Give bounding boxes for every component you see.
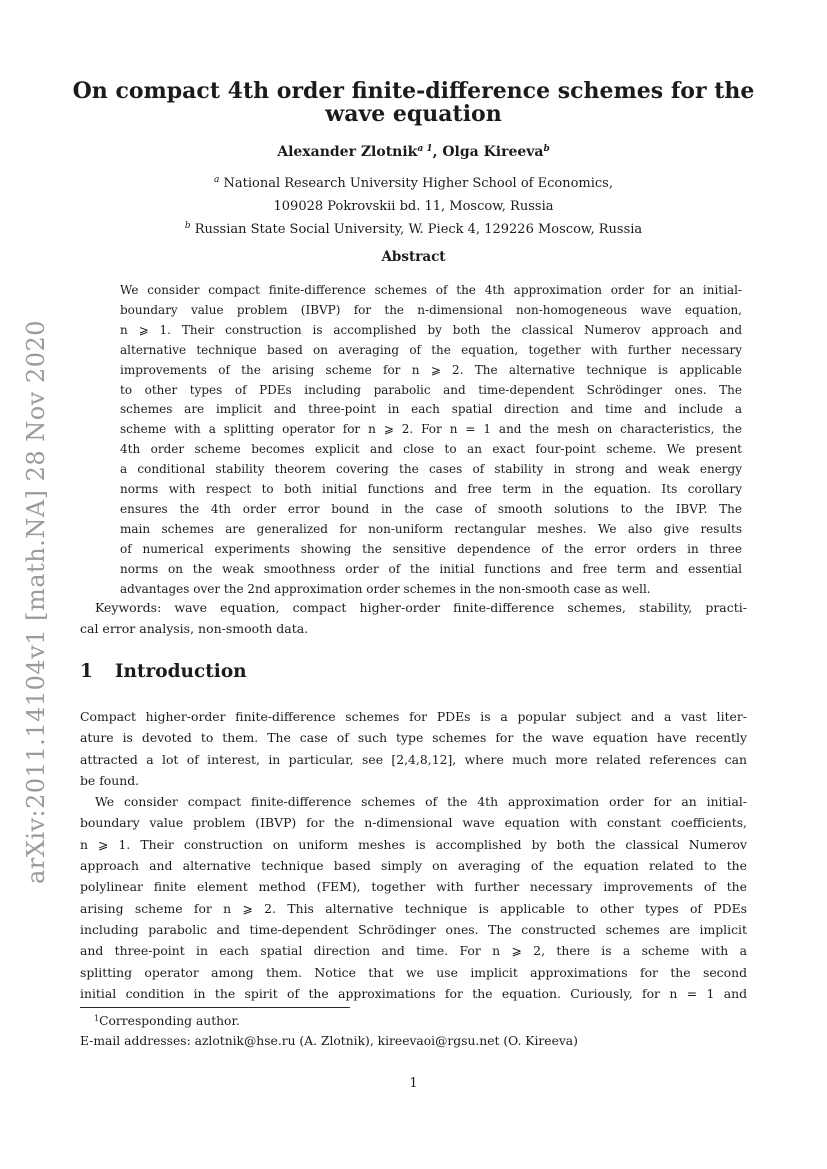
author-1-superscript: a 1 — [417, 144, 433, 154]
author-1: Alexander Zlotnik — [277, 144, 418, 160]
text-line: boundary value problem (IBVP) for the n-dimensional wave equation with constant coefficients, — [80, 815, 747, 831]
section-heading-introduction — [80, 661, 247, 682]
text-line: Compact higher-order finite-difference schemes for PDEs is a popular subject and a vast liter- — [80, 709, 747, 724]
text-line: norms on the weak smoothness order of the initial functions and free term and essential — [120, 561, 742, 576]
introduction-text — [80, 706, 747, 1004]
affiliation-a-superscript: a — [214, 175, 220, 185]
author-separator: , — [432, 144, 443, 160]
text-line: Keywords: wave equation, compact higher-order finite-difference schemes, stability, practi- — [95, 600, 747, 615]
text-line: of numerical experiments showing the sensitive dependence of the error orders in three — [120, 541, 742, 556]
text-line: We consider compact finite-difference schemes of the 4th approximation order for an initial- — [95, 794, 747, 810]
footnote-emails: E-mail addresses: azlotnik@hse.ru (A. Zlotnik), kireevaoi@rgsu.net (O. Kireeva) — [80, 1034, 578, 1048]
text-line: ature is devoted to them. The case of such type schemes for the wave equation have recently — [80, 730, 747, 746]
text-line: n ⩾ 1. Their construction on uniform meshes is accomplished by both the classical Numerov — [80, 836, 747, 852]
paper-title-line2: wave equation — [325, 101, 502, 127]
authors-line — [0, 144, 827, 160]
text-line: We consider compact finite-difference schemes of the 4th approximation order for an initial- — [120, 283, 742, 297]
intro-paragraph-1 — [80, 706, 747, 791]
page-number: 1 — [409, 1076, 418, 1091]
arxiv-watermark: arXiv:2011.14104v1 [math.NA] 28 Nov 2020 — [22, 319, 50, 885]
text-line: alternative technique based on averaging of the equation, together with further necessary — [120, 342, 742, 357]
text-line: boundary value problem (IBVP) for the n-dimensional non-homogeneous wave equation, — [120, 302, 742, 317]
footnote-rule — [80, 1007, 350, 1008]
text-line: to other types of PDEs including parabolic and time-dependent Schrödinger ones. The — [120, 382, 742, 397]
text-line: approach and alternative technique based simply on averaging of the equation related to the — [80, 858, 747, 874]
paper-title-line1: On compact 4th order finite-difference schemes for the — [72, 78, 755, 104]
text-line: splitting operator among them. Notice that we use implicit approximations for the second — [80, 964, 747, 980]
footnote-corresponding-author — [80, 1011, 747, 1031]
text-line: arising scheme for n ⩾ 2. This alternative technique is applicable to other types of PDEs — [80, 900, 747, 916]
abstract-heading: Abstract — [381, 249, 446, 265]
affiliation-a-line2 — [0, 195, 827, 218]
text-line: scheme with a splitting operator for n ⩾ 2. For n = 1 and the mesh on characteristics, the — [120, 422, 742, 437]
text-line: 4th order scheme becomes explicit and close to an exact four-point scheme. We present — [120, 442, 742, 457]
abstract-body — [120, 281, 742, 600]
section-number: 1 — [80, 661, 93, 682]
affiliation-a-text: National Research University Higher School of Economics, — [219, 176, 613, 191]
affiliations — [0, 172, 827, 241]
text-line: main schemes are generalized for non-uniform rectangular meshes. We also give results — [120, 521, 742, 536]
section-title: Introduction — [114, 661, 247, 682]
text-line: advantages over the 2nd approximation order schemes in the non-smooth case as well. — [120, 581, 651, 596]
text-line: ensures the 4th order error bound in the case of smooth solutions to the IBVP. The — [120, 501, 742, 516]
text-line: and three-point in each spatial direction and time. For n ⩾ 2, there is a scheme with a — [80, 943, 747, 959]
footnote — [80, 1011, 747, 1051]
paper-title — [0, 80, 827, 126]
text-line: cal error analysis, non-smooth data. — [80, 621, 309, 636]
footnote-superscript: 1 — [94, 1014, 100, 1023]
text-line: schemes are implicit and three-point in each spatial direction and time and include a — [120, 402, 742, 417]
author-2: Olga Kireeva — [442, 144, 544, 160]
affiliation-b-text: Russian State Social University, W. Pieck 4, 129226 Moscow, Russia — [190, 222, 643, 237]
text-line: initial condition in the spirit of the approximations for the equation. Curiously, for n = 1 and — [80, 985, 747, 1001]
text-line: n ⩾ 1. Their construction is accomplished by both the classical Numerov approach and — [120, 322, 742, 337]
author-2-superscript: b — [543, 144, 550, 154]
affiliation-a-text2: 109028 Pokrovskii bd. 11, Moscow, Russia — [273, 199, 554, 214]
text-line: attracted a lot of interest, in particular, see [2,4,8,12], where much more related references can — [80, 751, 747, 767]
text-line: improvements of the arising scheme for n ⩾ 2. The alternative technique is applicable — [120, 362, 742, 377]
affiliation-a-line1 — [0, 172, 827, 195]
text-line: be found. — [80, 772, 140, 788]
intro-paragraph-2 — [80, 791, 747, 1004]
text-line: including parabolic and time-dependent Schrödinger ones. The constructed schemes are implicit — [80, 921, 747, 937]
affiliation-b-line — [0, 218, 827, 241]
text-line: polylinear finite element method (FEM), together with further necessary improvements of the — [80, 879, 747, 895]
text-line: norms with respect to both initial functions and free term in the equation. Its corollary — [120, 482, 742, 497]
text-line: a conditional stability theorem covering the cases of stability in strong and weak energy — [120, 462, 742, 477]
footnote-line1-text: Corresponding author. — [99, 1014, 240, 1028]
keywords-paragraph — [80, 597, 747, 639]
affiliation-b-superscript: b — [184, 221, 191, 231]
